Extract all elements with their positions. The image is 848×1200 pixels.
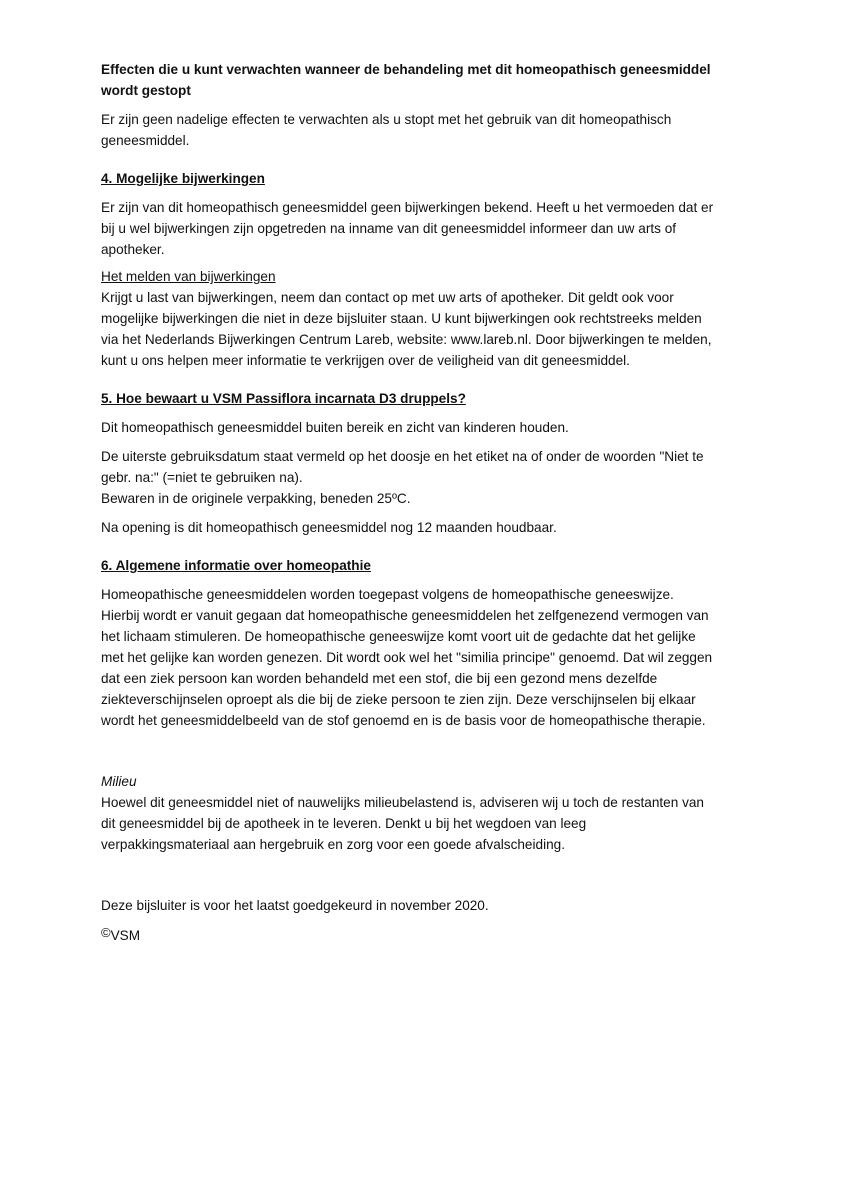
stop-treatment-title: Effecten die u kunt verwachten wanneer de behandeling met dit homeopathisch geneesmiddel wordt gestopt xyxy=(101,62,711,98)
section-6-heading: 6. Algemene informatie over homeopathie xyxy=(101,558,371,573)
section-5-paragraph-1: Dit homeopathisch geneesmiddel buiten bereik en zicht van kinderen houden. xyxy=(101,420,569,435)
reporting-side-effects-text: Krijgt u last van bijwerkingen, neem dan contact op met uw arts of apotheker. Dit geldt ook voor mogelijke bijwerkingen die niet in deze bijsluiter staan. U kunt bijwerkingen ook rechtstreeks melden via het Nederlands Bijwerkingen Centrum Lareb, website: www.lareb.nl. Door bijwerkingen te melden, kunt u ons helpen meer informatie te verkrijgen over de veiligheid van dit geneesmiddel. xyxy=(101,290,712,368)
copyright-symbol: © xyxy=(101,925,111,940)
copyright-name: VSM xyxy=(110,928,141,943)
section-4-heading: 4. Mogelijke bijwerkingen xyxy=(101,171,265,186)
stop-treatment-text: Er zijn geen nadelige effecten te verwachten als u stopt met het gebruik van dit homeopathisch geneesmiddel. xyxy=(101,112,672,148)
reporting-side-effects-subheading: Het melden van bijwerkingen xyxy=(101,269,276,284)
approval-date-text: Deze bijsluiter is voor het laatst goedgekeurd in november 2020. xyxy=(101,898,489,913)
leaflet-content xyxy=(101,59,751,946)
milieu-text: Hoewel dit geneesmiddel niet of nauwelijks milieubelastend is, adviseren wij u toch de restanten van dit geneesmiddel bij de apotheek in te leveren. Denkt u bij het wegdoen van leeg verpakkingsmateriaal aan hergebruik en zorg voor een goede afvalscheiding. xyxy=(101,795,704,852)
section-5-paragraph-2: De uiterste gebruiksdatum staat vermeld op het doosje en het etiket na of onder de woorden "Niet te gebr. na:" (=niet te gebruiken na). Bewaren in de originele verpakking, beneden 25ºC. xyxy=(101,449,704,506)
copyright-line xyxy=(101,922,751,946)
section-5-paragraph-3: Na opening is dit homeopathisch geneesmiddel nog 12 maanden houdbaar. xyxy=(101,520,557,535)
milieu-heading: Milieu xyxy=(101,774,137,789)
section-6-text: Homeopathische geneesmiddelen worden toegepast volgens de homeopathische geneeswijze. Hierbij wordt er vanuit gegaan dat homeopathische geneesmiddelen het zelfgenezend vermogen van het lichaam stimuleren. De homeopathische geneeswijze komt voort uit de gedachte dat het gelijke met het gelijke kan worden genezen. Dit wordt ook wel het "similia principe" genoemd. Dat wil zeggen dat een ziek persoon kan worden behandeld met een stof, die bij een gezond mens dezelfde ziekteverschijnselen oproept als die bij de zieke persoon te zien zijn. Deze verschijnselen bij elkaar wordt het geneesmiddelbeeld van de stof genoemd en is de basis voor de homeopathische therapie. xyxy=(101,587,713,728)
section-4-text: Er zijn van dit homeopathisch geneesmiddel geen bijwerkingen bekend. Heeft u het vermoeden dat er bij u wel bijwerkingen zijn opgetreden na inname van dit geneesmiddel informeer dan uw arts of apotheker. xyxy=(101,200,714,257)
section-5-heading: 5. Hoe bewaart u VSM Passiflora incarnata D3 druppels? xyxy=(101,391,466,406)
